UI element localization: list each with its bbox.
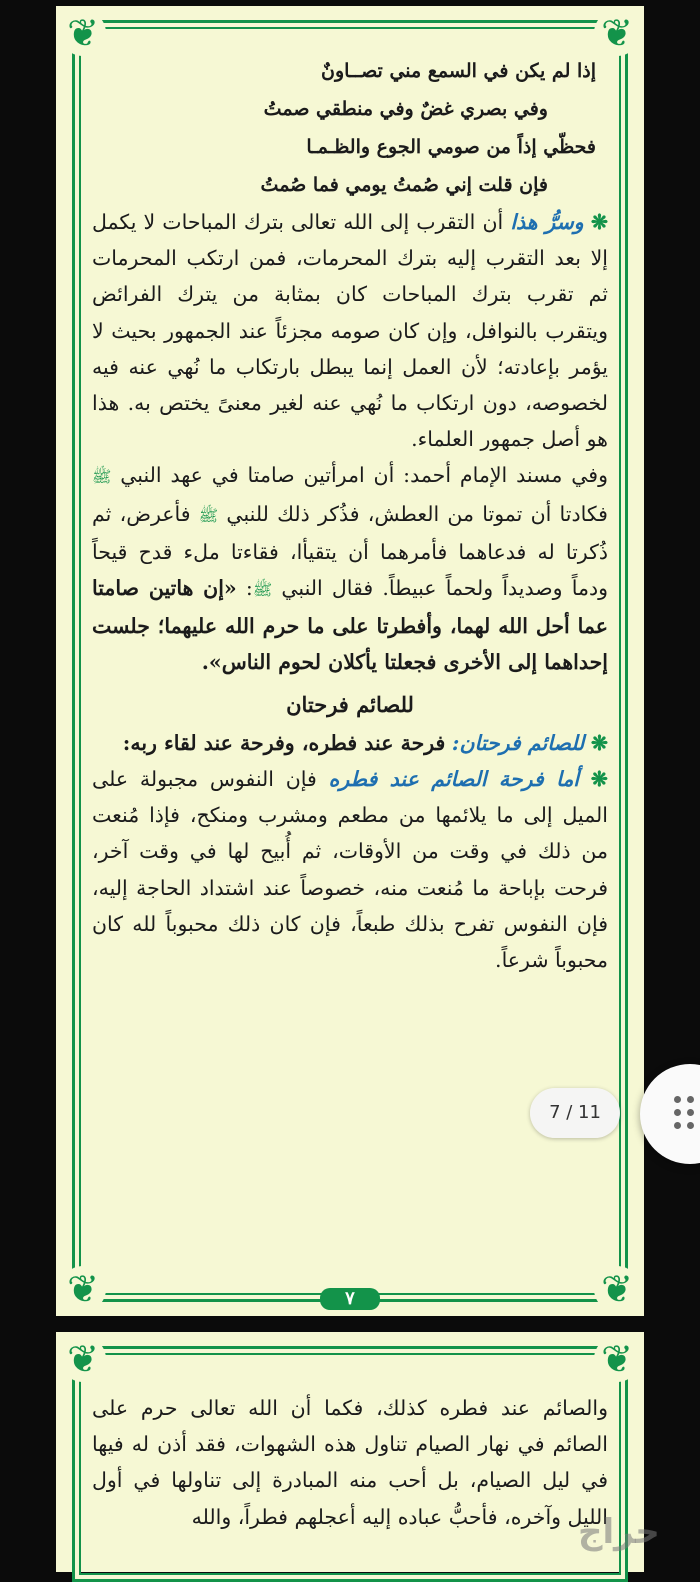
ornament-corner-icon: ❦: [594, 1266, 640, 1312]
ornament-corner-icon: ❦: [594, 1336, 640, 1382]
verse-line: فحظّي إذاً من صومي الجوع والظـمـا: [306, 136, 596, 158]
paragraph-text: وفي مسند الإمام أحمد: أن امرأتين صامتا في عهد النبي: [120, 463, 608, 488]
verse-line: إذا لم يكن في السمع مني تصــاونٌ: [321, 60, 596, 82]
page-text: [92, 1390, 608, 1535]
section-heading: للصائم فرحتان: [286, 691, 414, 717]
paragraph-text: أن التقرب إلى الله تعالى بترك المباحات لا يكمل إلا بعد التقرب إليه بترك المحرمات، فمن ارتكب المحرمات ثم تقرب بترك المباحات كان بمثابة من يترك الفرائض ويتقرب بالنوافل، وإن كان صومه مجزئاً عند الجمهور بحيث لا يؤمر بإعادته؛ لأن العمل إنما يبطل بارتكاب ما نُهي عنه فيه لخصوصه، دون ارتكاب ما نُهي عنه لغير معنىً يختص به. هذا هو أصل جمهور العلماء.: [92, 210, 608, 452]
paragraph-iftar-joy: [92, 761, 608, 978]
poem-verses: [92, 52, 608, 204]
paragraph-two-joys: [92, 725, 608, 761]
star-bullet-icon: ❋: [590, 767, 608, 792]
paragraph-text: فرحة عند فطره، وفرحة عند لقاء ربه:: [122, 730, 446, 755]
book-page-8: [56, 1332, 644, 1572]
salawat-symbol-icon: ﷺ: [252, 580, 273, 600]
paragraph-secret: [92, 204, 608, 457]
ornament-corner-icon: ❦: [60, 1336, 106, 1382]
salawat-symbol-icon: ﷺ: [198, 505, 219, 525]
paragraph-text: فكادتا أن تموتا من العطش، فذُكر ذلك للنبي: [226, 501, 608, 526]
section-marker: وسرُّ هذا: [510, 210, 584, 234]
star-bullet-icon: ❋: [590, 210, 608, 234]
page-indicator: 7 / 11: [530, 1088, 620, 1138]
ornament-corner-icon: ❦: [594, 10, 640, 56]
page-text: [92, 52, 608, 978]
verse-line: فإن قلت إني صُمتُ يومي فما صُمتُ: [260, 174, 548, 196]
hadith-quote: «إن هاتين صامتا عما أحل الله لهما، وأفطرتا على ما حرم الله عليهما؛ جلست إحداهما إلى الأخرى فجعلتا يأكلان لحوم الناس».: [92, 576, 608, 675]
paragraph-text: فإن النفوس مجبولة على الميل إلى ما يلائمها من مطعم ومشرب ومنكح، فإذا مُنعت من ذلك في وقت من الأوقات، ثم أُبيح لها في وقت آخر، فرحت بإباحة ما مُنعت منه، خصوصاً عند اشتداد الحاجة إليه، فإن النفوس تفرح بذلك طبعاً، فإن كان ذلك محبوباً لله كان محبوباً شرعاً.: [92, 767, 608, 973]
verse-line: وفي بصري غضٌ وفي منطقي صمتُ: [263, 98, 548, 120]
star-bullet-icon: ❋: [590, 730, 608, 755]
paragraph-hadith: وفي مسند الإمام أحمد: أن امرأتين صامتا في عهد النبي ﷺ فكادتا أن تموتا من العطش، فذُكر ذلك للنبي ﷺ فأعرض، ثم ذُكرتا له فدعاهما فأمرهما أن يتقيأا، فقاءتا ملء قدح قيحاً ودماً وصديداً ولحماً عبيطاً. فقال النبي ﷺ: «إن هاتين صامتا عما أحل الله لهما، وأفطرتا على ما حرم الله عليهما؛ جلست إحداهما إلى الأخرى فجعلتا يأكلان لحوم الناس».: [92, 463, 608, 675]
watermark-logo: حراج: [578, 1512, 660, 1552]
salawat-symbol-icon: ﷺ: [92, 467, 112, 487]
ornament-corner-icon: ❦: [60, 10, 106, 56]
section-marker: للصائم فرحتان:: [451, 730, 585, 755]
paragraph-text: والصائم عند فطره كذلك، فكما أن الله تعالى حرم على الصائم في نهار الصيام تناول هذه الشهوات، فقد أذن له فيها في ليل الصيام، بل أحب منه المبادرة إلى تناولها في أول الليل وآخره، فأحبُّ عباده إليه أعجلهم فطراً، والله: [92, 1396, 608, 1529]
page-number: ٧: [320, 1288, 380, 1310]
section-marker: أما فرحة الصائم عند فطره: [328, 767, 580, 792]
grid-dots-icon[interactable]: [640, 1064, 700, 1164]
paragraph-text: فأعرض، ثم ذُكرتا له فدعاهما فأمرهما أن يتقيأا، فقاءتا ملء قدح قيحاً ودماً وصديداً ولحماً عبيطاً. فقال النبي: [92, 501, 608, 601]
ornament-corner-icon: ❦: [60, 1266, 106, 1312]
